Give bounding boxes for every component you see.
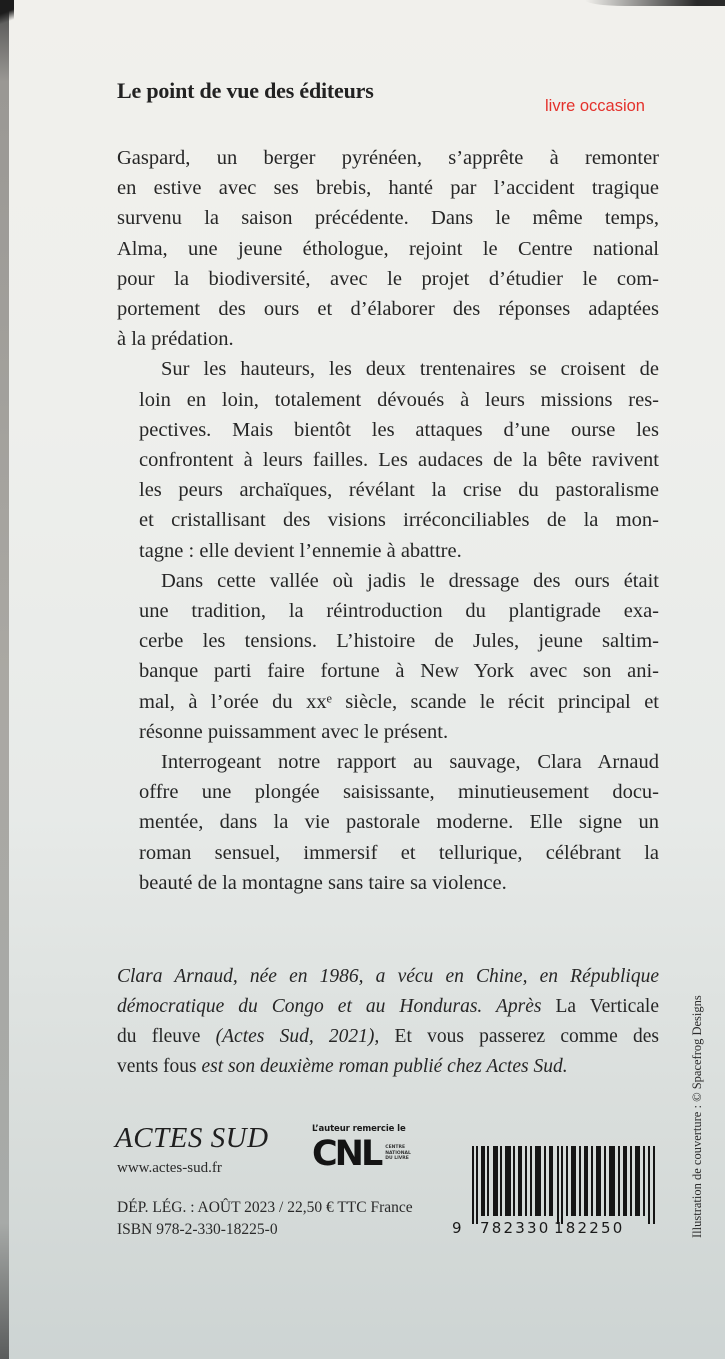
legal-deposit: DÉP. LÉG. : AOÛT 2023 / 22,50 € TTC France [117, 1199, 413, 1216]
barcode-icon [472, 1146, 658, 1224]
text-line: Gaspard, un berger pyrénéen, s’apprête à remonter [117, 147, 659, 169]
text-line: roman sensuel, immersif et tellurique, célébrant la [139, 841, 659, 864]
italic-text: (Actes Sud, 2021), [215, 1026, 380, 1047]
text-line: Alma, une jeune éthologue, rejoint le Centre national [117, 237, 659, 260]
text-line: résonne puissamment avec le présent. [139, 720, 449, 743]
cnl-subtitle-line: NATIONAL [385, 1150, 411, 1156]
book-title: Et vous passerez comme des [379, 1026, 659, 1047]
section-heading: Le point de vue des éditeurs [117, 78, 374, 103]
cnl-logo [312, 1124, 422, 1184]
text-line: une tradition, la réintroduction du plantigrade exa- [139, 600, 659, 623]
publisher-url: www.actes-sud.fr [117, 1160, 222, 1176]
cnl-thanks: L’auteur remercie le [312, 1124, 406, 1134]
synopsis [117, 143, 659, 898]
text-line: pectives. Mais bientôt les attaques d’une ourse les [139, 418, 659, 441]
cnl-mark [312, 1136, 422, 1172]
synopsis-paragraph [117, 143, 659, 354]
book-title: du fleuve [117, 1026, 216, 1047]
cnl-wordmark: CNL [312, 1134, 381, 1174]
text-line: Sur les hauteurs, les deux trentenaires se croisent de [161, 358, 659, 381]
italic-text: Clara Arnaud, née en 1986, a vécu en Chine, en République [117, 966, 659, 987]
text-line: confrontent à leurs failles. Les audaces de la bête ravivent [139, 449, 659, 472]
text-line: banque parti faire fortune à New York avec son ani- [139, 660, 659, 683]
book-title: vents fous [117, 1056, 202, 1077]
text-line: offre une plongée saisissante, minutieusement docu- [139, 781, 659, 804]
cnl-subtitle-line: DU LIVRE [385, 1156, 409, 1161]
barcode [452, 1144, 660, 1244]
text-line: beauté de la montagne sans taire sa violence. [139, 871, 507, 894]
barcode-group-1: 782330 [480, 1219, 551, 1237]
text-line: pour la biodiversité, avec le projet d’étudier le com- [117, 267, 659, 290]
text-line: tagne : elle devient l’ennemie à abattre. [139, 539, 462, 562]
text-line [117, 1022, 659, 1052]
used-book-stamp: livre occasion [545, 97, 645, 115]
legal-info [117, 1197, 413, 1241]
text-line: et cristallisant des visions irréconciliables de la mon- [139, 509, 659, 532]
synopsis-paragraph [117, 747, 659, 898]
publisher-logo: ACTES SUD [115, 1122, 269, 1154]
italic-text: est son deuxième roman publié chez Actes Sud. [201, 1056, 568, 1077]
text-line: les peurs archaïques, révélant la crise du pastoralisme [139, 479, 659, 502]
italic-text: démocratique du Congo et au Honduras. Après [117, 996, 556, 1017]
text-line [117, 962, 659, 992]
barcode-first-digit: 9 [452, 1219, 464, 1237]
cnl-subtitle [385, 1145, 413, 1162]
text-line: cerbe les tensions. L’histoire de Jules, jeune saltim- [139, 630, 659, 653]
cover-credit: Illustration de couverture : © Spacefrog Designs [690, 995, 704, 1238]
text-line: mentée, dans la vie pastorale moderne. Elle signe un [139, 811, 659, 834]
text-line: portement des ours et d’élaborer des réponses adaptées [117, 298, 659, 321]
text-line: en estive avec ses brebis, hanté par l’accident tragique [117, 177, 659, 200]
text-line [117, 992, 659, 1022]
text-line: à la prédation. [117, 328, 234, 351]
isbn: ISBN 978-2-330-18225-0 [117, 1221, 278, 1238]
cnl-subtitle-line: CENTRE [385, 1145, 406, 1150]
barcode-group-2: 182250 [554, 1219, 625, 1237]
text-line: Interrogeant notre rapport au sauvage, Clara Arnaud [161, 751, 659, 774]
text-line: loin en loin, totalement dévoués à leurs missions res- [139, 388, 659, 411]
text-line [117, 1052, 659, 1082]
synopsis-paragraph [117, 566, 659, 747]
text-line: Dans cette vallée où jadis le dressage des ours était [161, 569, 659, 592]
synopsis-paragraph [117, 354, 659, 565]
text-line: mal, à l’orée du xxᵉ siècle, scande le récit principal et [139, 690, 659, 713]
book-title: La Verticale [555, 996, 659, 1017]
text-line: survenu la saison précédente. Dans le même temps, [117, 207, 659, 230]
author-bio [117, 962, 659, 1082]
